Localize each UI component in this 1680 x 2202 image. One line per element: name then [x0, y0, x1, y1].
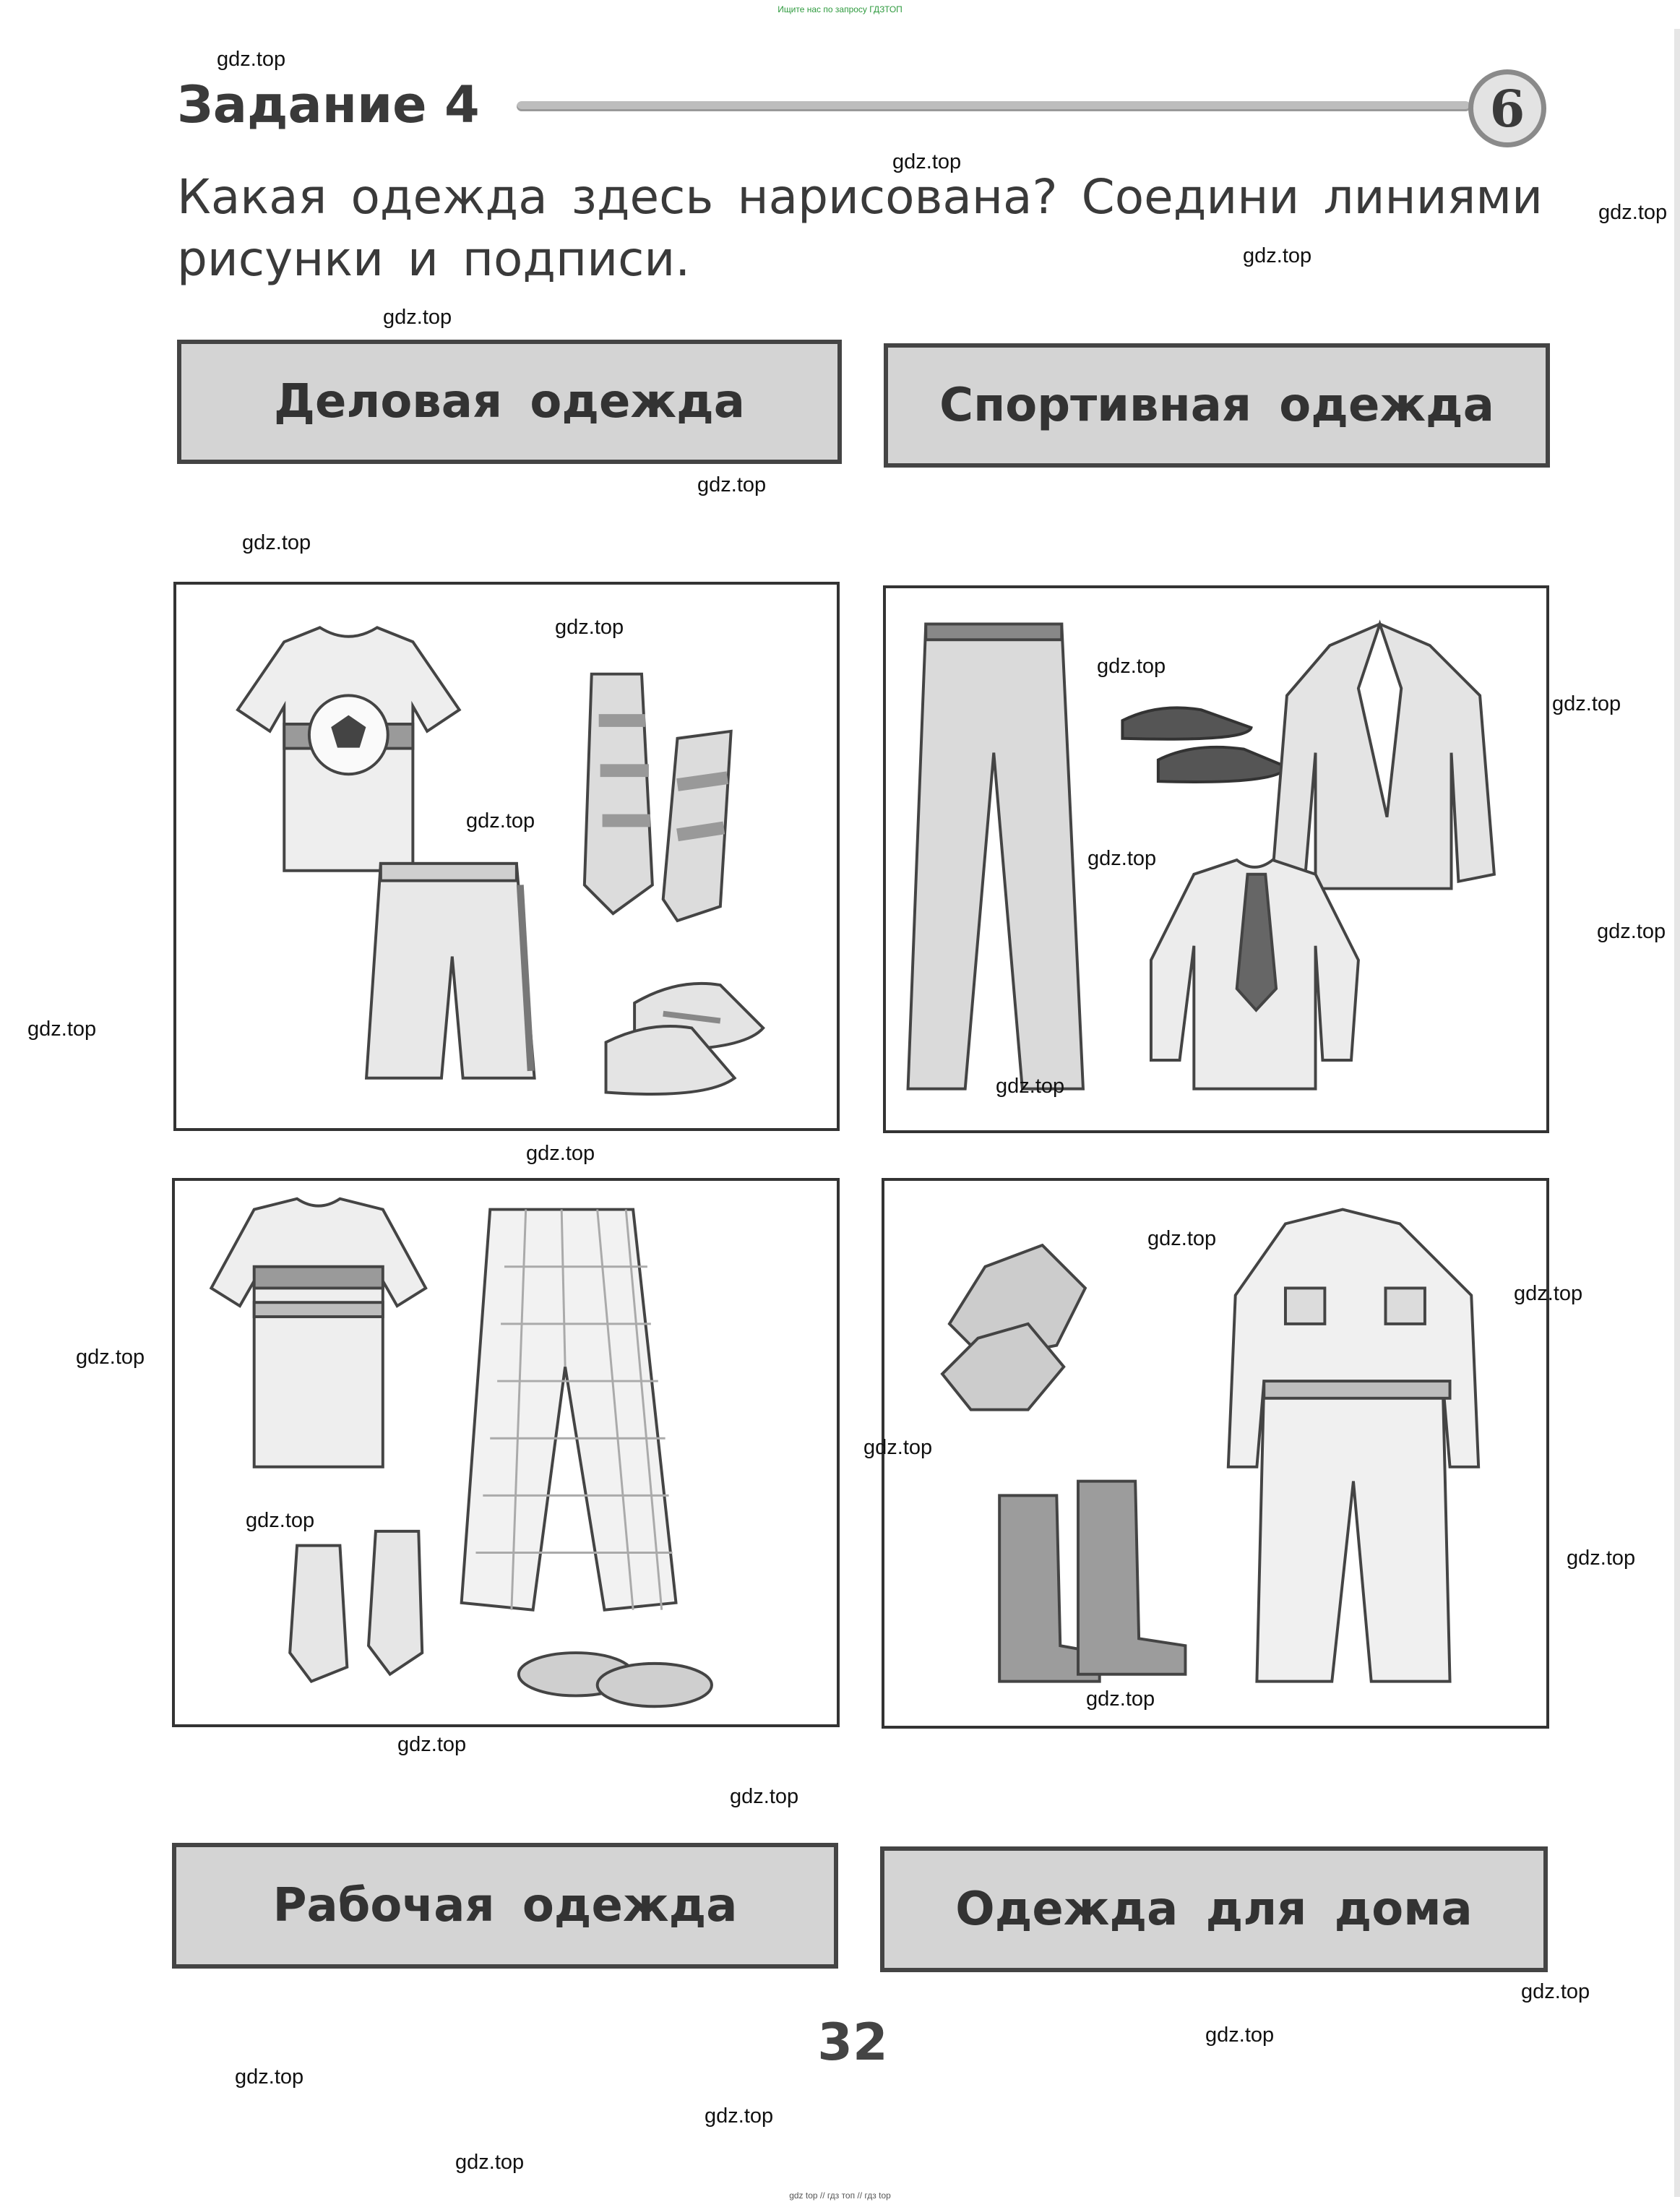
watermark: gdz.top [1598, 201, 1668, 224]
watermark: gdz.top [1087, 847, 1157, 870]
panel-sport-items[interactable] [173, 582, 840, 1131]
dress-shoes-icon [1122, 708, 1287, 782]
watermark: gdz.top [1086, 1687, 1155, 1711]
page-edge [1674, 29, 1680, 2197]
suit-jacket-icon [1272, 624, 1494, 888]
checked-pants-icon [462, 1210, 676, 1610]
shorts-icon [366, 864, 535, 1078]
watermark: gdz.top [217, 48, 286, 71]
watermark: gdz.top [383, 306, 452, 329]
watermark: gdz.top [730, 1785, 799, 1808]
watermark: gdz.top [1521, 1980, 1590, 2003]
page-number: 32 [817, 2013, 888, 2072]
watermark: gdz.top [1243, 244, 1312, 267]
watermark: gdz.top [1147, 1227, 1217, 1250]
watermark: gdz.top [1597, 920, 1666, 943]
watermark: gdz.top [235, 2065, 304, 2089]
panel-business-drawing [886, 588, 1546, 1130]
watermark: gdz.top [242, 531, 311, 554]
label-work-clothes[interactable]: Рабочая одежда [172, 1843, 838, 1969]
football-tshirt-icon [238, 627, 460, 870]
panel-home-drawing [175, 1181, 837, 1724]
watermark: gdz.top [1205, 2023, 1275, 2047]
watermark: gdz.top [1567, 1547, 1636, 1570]
task-number-badge: 6 [1468, 69, 1546, 147]
watermark: gdz.top [892, 150, 962, 173]
coverall-icon [1228, 1210, 1478, 1682]
top-banner: Ищите нас по запросу ГДЗТОП [777, 4, 903, 14]
watermark: gdz.top [246, 1509, 315, 1532]
panel-work-items[interactable] [882, 1178, 1549, 1729]
label-sport-clothes[interactable]: Спортивная одежда [884, 343, 1550, 468]
watermark: gdz.top [27, 1018, 97, 1041]
slippers-icon [519, 1653, 712, 1706]
sneakers-icon [606, 984, 764, 1094]
watermark: gdz.top [76, 1346, 145, 1369]
rubber-boots-icon [999, 1481, 1185, 1682]
watermark: gdz.top [455, 2151, 525, 2174]
watermark: gdz.top [466, 809, 535, 833]
watermark: gdz.top [863, 1436, 933, 1459]
watermark: gdz.top [697, 473, 767, 496]
watermark: gdz.top [1097, 655, 1166, 678]
panel-work-drawing [884, 1181, 1546, 1726]
trousers-icon [908, 624, 1083, 1088]
watermark: gdz.top [526, 1142, 595, 1165]
watermark: gdz.top [397, 1733, 467, 1756]
watermark: gdz.top [996, 1075, 1065, 1098]
socks-icon [290, 1531, 422, 1682]
question-text: Какая одежда здесь нарисована? Соедини линиями рисунки и подписи. [177, 169, 1543, 287]
striped-tshirt-icon [211, 1199, 426, 1467]
leg-warmers-icon [585, 674, 731, 921]
label-business-clothes[interactable]: Деловая одежда [177, 340, 842, 464]
gloves-icon [942, 1245, 1085, 1410]
watermark: gdz.top [705, 2104, 774, 2128]
watermark: gdz.top [1514, 1282, 1583, 1305]
shirt-with-tie-icon [1151, 860, 1358, 1089]
title-rule [517, 101, 1470, 111]
panel-sport-drawing [176, 585, 837, 1128]
panel-home-items[interactable] [172, 1178, 840, 1727]
bottom-banner: gdz top // гдз топ // гдз top [789, 2190, 891, 2201]
panel-business-items[interactable] [883, 585, 1549, 1133]
task-title: Задание 4 [177, 75, 480, 134]
watermark: gdz.top [555, 616, 624, 639]
watermark: gdz.top [1552, 692, 1621, 715]
label-home-clothes[interactable]: Одежда для дома [880, 1846, 1548, 1972]
